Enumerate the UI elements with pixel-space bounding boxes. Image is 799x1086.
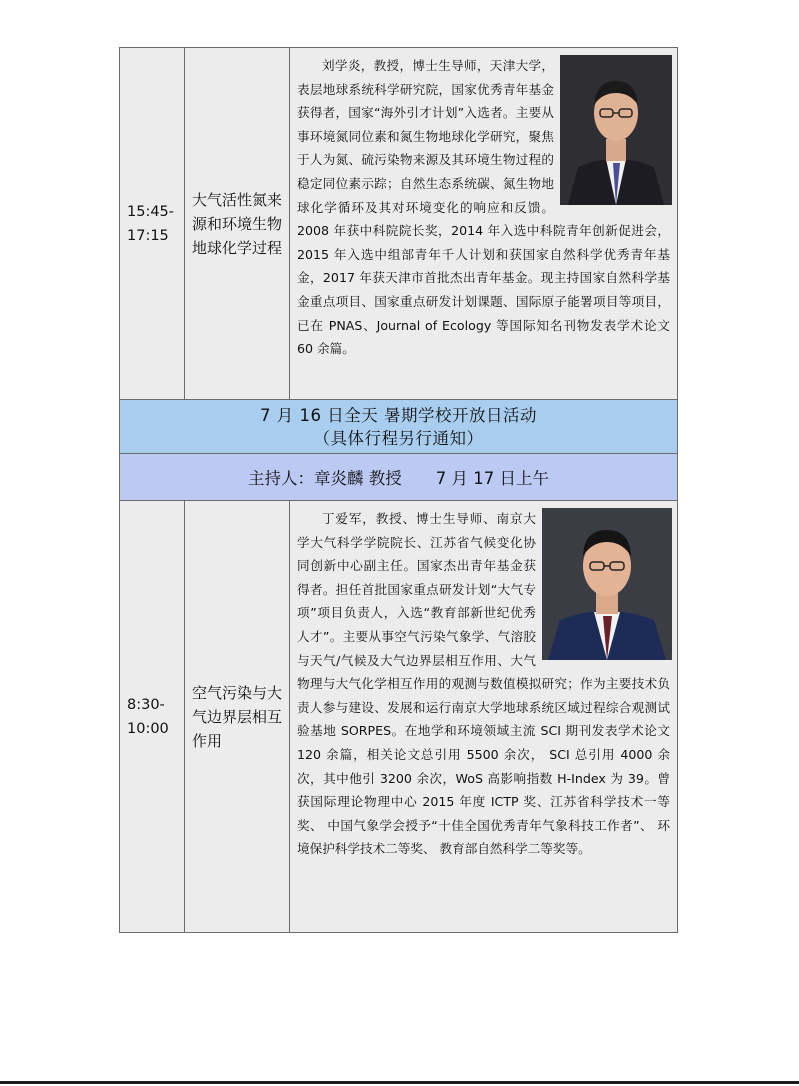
session-date: 7 月 17 日上午 bbox=[435, 469, 549, 488]
open-day-title: 7 月 16 日全天 暑期学校开放日活动 bbox=[260, 405, 537, 425]
topic-cell: 大气活性氮来源和环境生物地球化学过程 bbox=[185, 48, 290, 400]
open-day-note: （具体行程另行通知） bbox=[313, 428, 484, 448]
table-row bbox=[120, 48, 678, 400]
session-host: 主持人：章炎麟 教授 bbox=[248, 469, 402, 488]
speaker-bio-cell bbox=[290, 48, 678, 400]
schedule-table bbox=[119, 47, 678, 933]
session-host-banner bbox=[120, 454, 678, 501]
speaker-photo bbox=[560, 55, 672, 205]
page-bottom-rule bbox=[0, 1081, 799, 1084]
time-cell: 8:30-10:00 bbox=[120, 501, 185, 933]
time-cell: 15:45-17:15 bbox=[120, 48, 185, 400]
table-row bbox=[120, 501, 678, 933]
speaker-bio-cell bbox=[290, 501, 678, 933]
topic-cell: 空气污染与大气边界层相互作用 bbox=[185, 501, 290, 933]
speaker-photo bbox=[542, 508, 672, 660]
open-day-banner bbox=[120, 400, 678, 454]
speaker-bio: 刘学炎，教授，博士生导师，天津大学，表层地球系统科学研究院，国家优秀青年基金获得者，国家“海外引才计划”入选者。主要从事环境氮同位素和氮生物地球化学研究，聚焦于人为氮、硫污染物来源及其环境生物过程的稳定同位素示踪；自然生态系统碳、氮生物地球化学循环及其对环境变化的响应和反馈。2008 年获中科院院长奖，2014 年入选中科院青年创新促进会，2015 年入选中组部青年千人计划和获国家自然科学优秀青年基金，2017 年获天津市首批杰出青年基金。现主持国家自然科学基金重点项目、国家重点研发计划课题、国际原子能署项目等项目，已在 PNAS、Journal of Ecology 等国际知名刊物发表学术论文 60 余篇。 bbox=[297, 58, 670, 357]
speaker-bio: 丁爱军，教授、博士生导师、南京大学大气科学学院院长、江苏省气候变化协同创新中心副主任。国家杰出青年基金获得者。担任首批国家重点研发计划“大气专项”项目负责人，入选“教育部新世纪优秀人才”。主要从事空气污染气象学、气溶胶与天气/气候及大气边界层相互作用、大气物理与大气化学相互作用的观测与数值模拟研究；作为主要技术负责人参与建设、发展和运行南京大学地球系统区域过程综合观测试验基地 SORPES。在地学和环境领域主流 SCI 期刊发表学术论文 120 余篇，相关论文总引用 5500 余次， SCI 总引用 4000 余次，其中他引 3200 余次，WoS 高影响指数 H-Index 为 39。曾获国际理论物理中心 2015 年度 ICTP 奖、江苏省科学技术一等奖、 中国气象学会授予“十佳全国优秀青年气象科技工作者”、 环境保护科学技术二等奖、 教育部自然科学二等奖等。 bbox=[297, 511, 670, 857]
